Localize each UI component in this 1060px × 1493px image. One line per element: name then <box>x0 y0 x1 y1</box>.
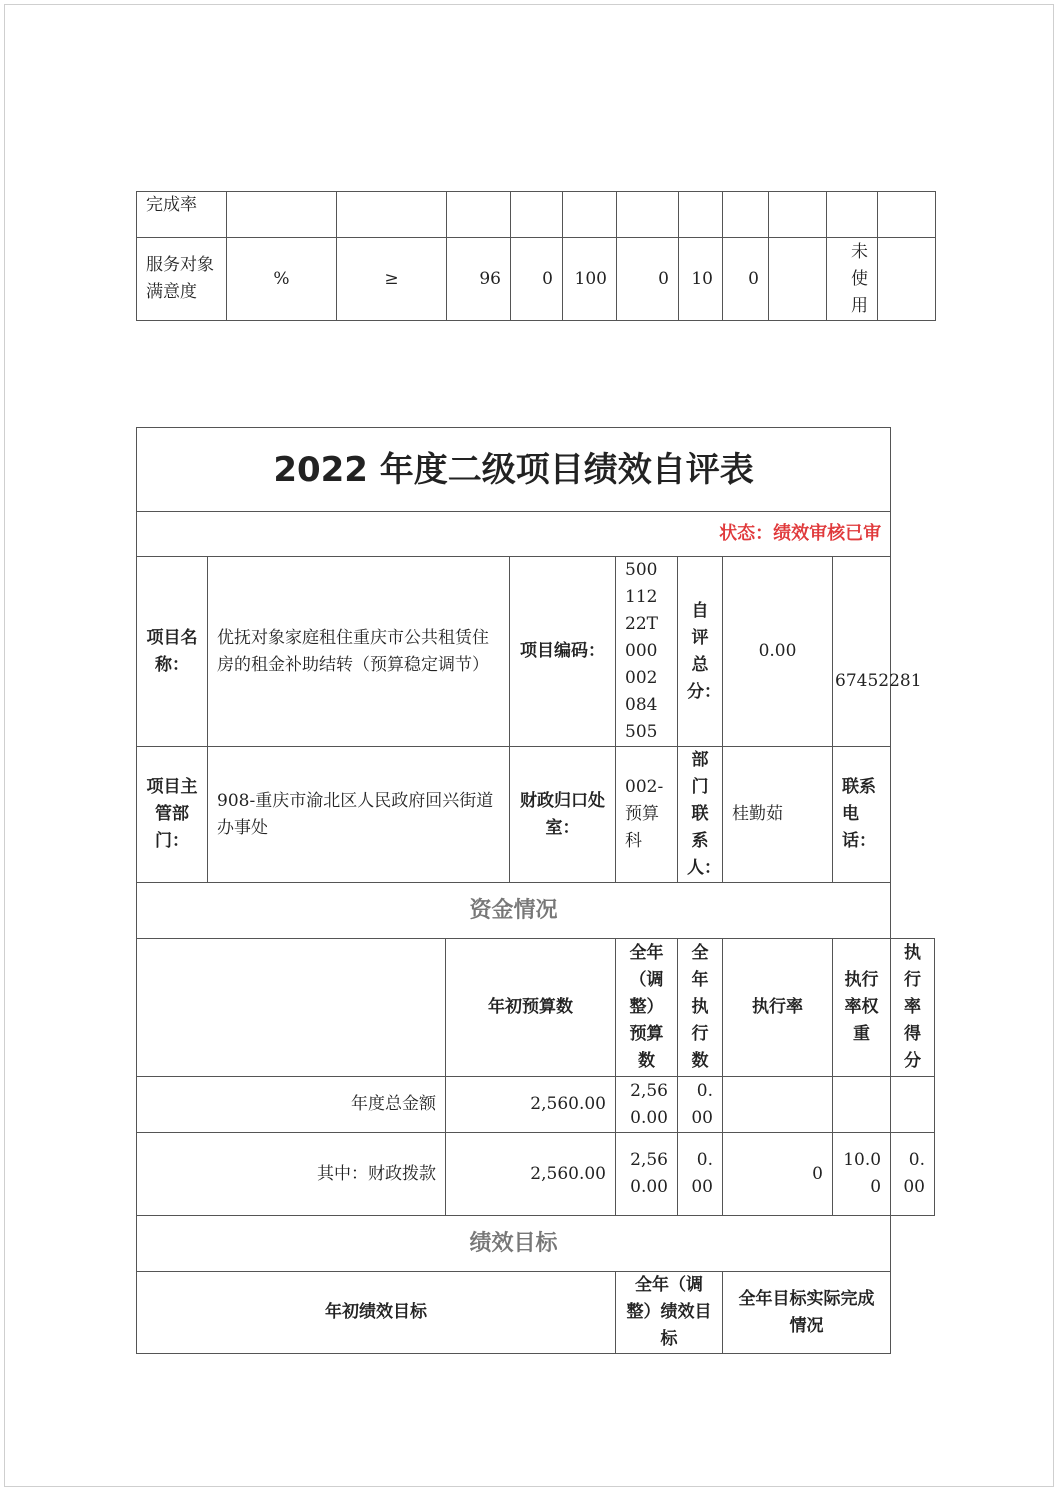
contact-value: 桂勤茹 <box>723 747 833 883</box>
phone-value: 67452281 <box>835 671 922 691</box>
status-badge <box>137 512 891 557</box>
funds-header-initial: 年初预算数 <box>446 939 616 1077</box>
contact-label: 部门联系人： <box>678 747 723 883</box>
status-text: 状态：绩效审核已审 <box>719 523 882 544</box>
project-code-value: 50011222T000002084505 <box>616 557 678 747</box>
self-score-label: 自评总分： <box>678 557 723 747</box>
funds-row-total-score <box>891 1077 935 1133</box>
funds-row-fiscal-weight: 10.00 <box>833 1133 891 1216</box>
funds-row-fiscal-rate: 0 <box>723 1133 833 1216</box>
funds-row-fiscal-executed: 0.00 <box>678 1133 723 1216</box>
finance-office-value: 002-预算科 <box>616 747 678 883</box>
funds-section-heading: 资金情况 <box>137 883 891 939</box>
indicator-value-3: 0 <box>617 238 679 321</box>
finance-office-label: 财政归口处室： <box>510 747 616 883</box>
indicator-operator: ≥ <box>337 238 447 321</box>
self-evaluation-form <box>136 427 935 1354</box>
funds-row-total-label: 年度总金额 <box>137 1077 446 1133</box>
project-code-label: 项目编码： <box>510 557 616 747</box>
funds-header-score: 执行率得分 <box>891 939 935 1077</box>
funds-row-fiscal-score: 0.00 <box>891 1133 935 1216</box>
funds-row-fiscal-initial: 2,560.00 <box>446 1133 616 1216</box>
project-name-value: 优抚对象家庭租住重庆市公共租赁住房的租金补助结转（预算稳定调节） <box>208 557 510 747</box>
funds-header-executed: 全年执行数 <box>678 939 723 1077</box>
funds-row-fiscal-adjusted: 2,560.00 <box>616 1133 678 1216</box>
funds-header-rate: 执行率 <box>723 939 833 1077</box>
indicator-value-2: 100 <box>563 238 617 321</box>
self-score-value: 0.00 <box>723 557 833 747</box>
indicator-value-1: 0 <box>511 238 563 321</box>
phone-label: 联系电话： <box>842 777 876 851</box>
indicator-table-continued <box>136 191 936 321</box>
funds-header-adjusted: 全年（调整）预算数 <box>616 939 678 1077</box>
goals-header-adjusted: 全年（调整）绩效目标 <box>616 1272 723 1354</box>
funds-header-weight: 执行率权重 <box>833 939 891 1077</box>
indicator-unit: % <box>227 238 337 321</box>
funds-row-total-executed: 0.00 <box>678 1077 723 1133</box>
funds-row-total-initial: 2,560.00 <box>446 1077 616 1133</box>
funds-row-fiscal-label: 其中：财政拨款 <box>137 1133 446 1216</box>
funds-row-total-weight <box>833 1077 891 1133</box>
indicator-target: 96 <box>447 238 511 321</box>
goals-header-initial: 年初绩效目标 <box>137 1272 616 1354</box>
indicator-note: 未使用 <box>827 238 878 321</box>
indicator-name: 服务对象满意度 <box>137 238 227 321</box>
funds-row-total-adjusted: 2,560.00 <box>616 1077 678 1133</box>
funds-row-total-rate <box>723 1077 833 1133</box>
goals-section-heading: 绩效目标 <box>137 1216 891 1272</box>
phone-cell <box>833 747 891 883</box>
dept-label: 项目主管部门： <box>137 747 208 883</box>
dept-value: 908-重庆市渝北区人民政府回兴街道办事处 <box>208 747 510 883</box>
form-title: 2022 年度二级项目绩效自评表 <box>137 428 891 512</box>
goals-header-actual: 全年目标实际完成情况 <box>723 1272 891 1354</box>
project-name-label: 项目名称： <box>137 557 208 747</box>
indicator-value-4: 10 <box>679 238 723 321</box>
indicator-value-5: 0 <box>723 238 769 321</box>
row-label-completion-rate: 完成率 <box>137 192 227 238</box>
